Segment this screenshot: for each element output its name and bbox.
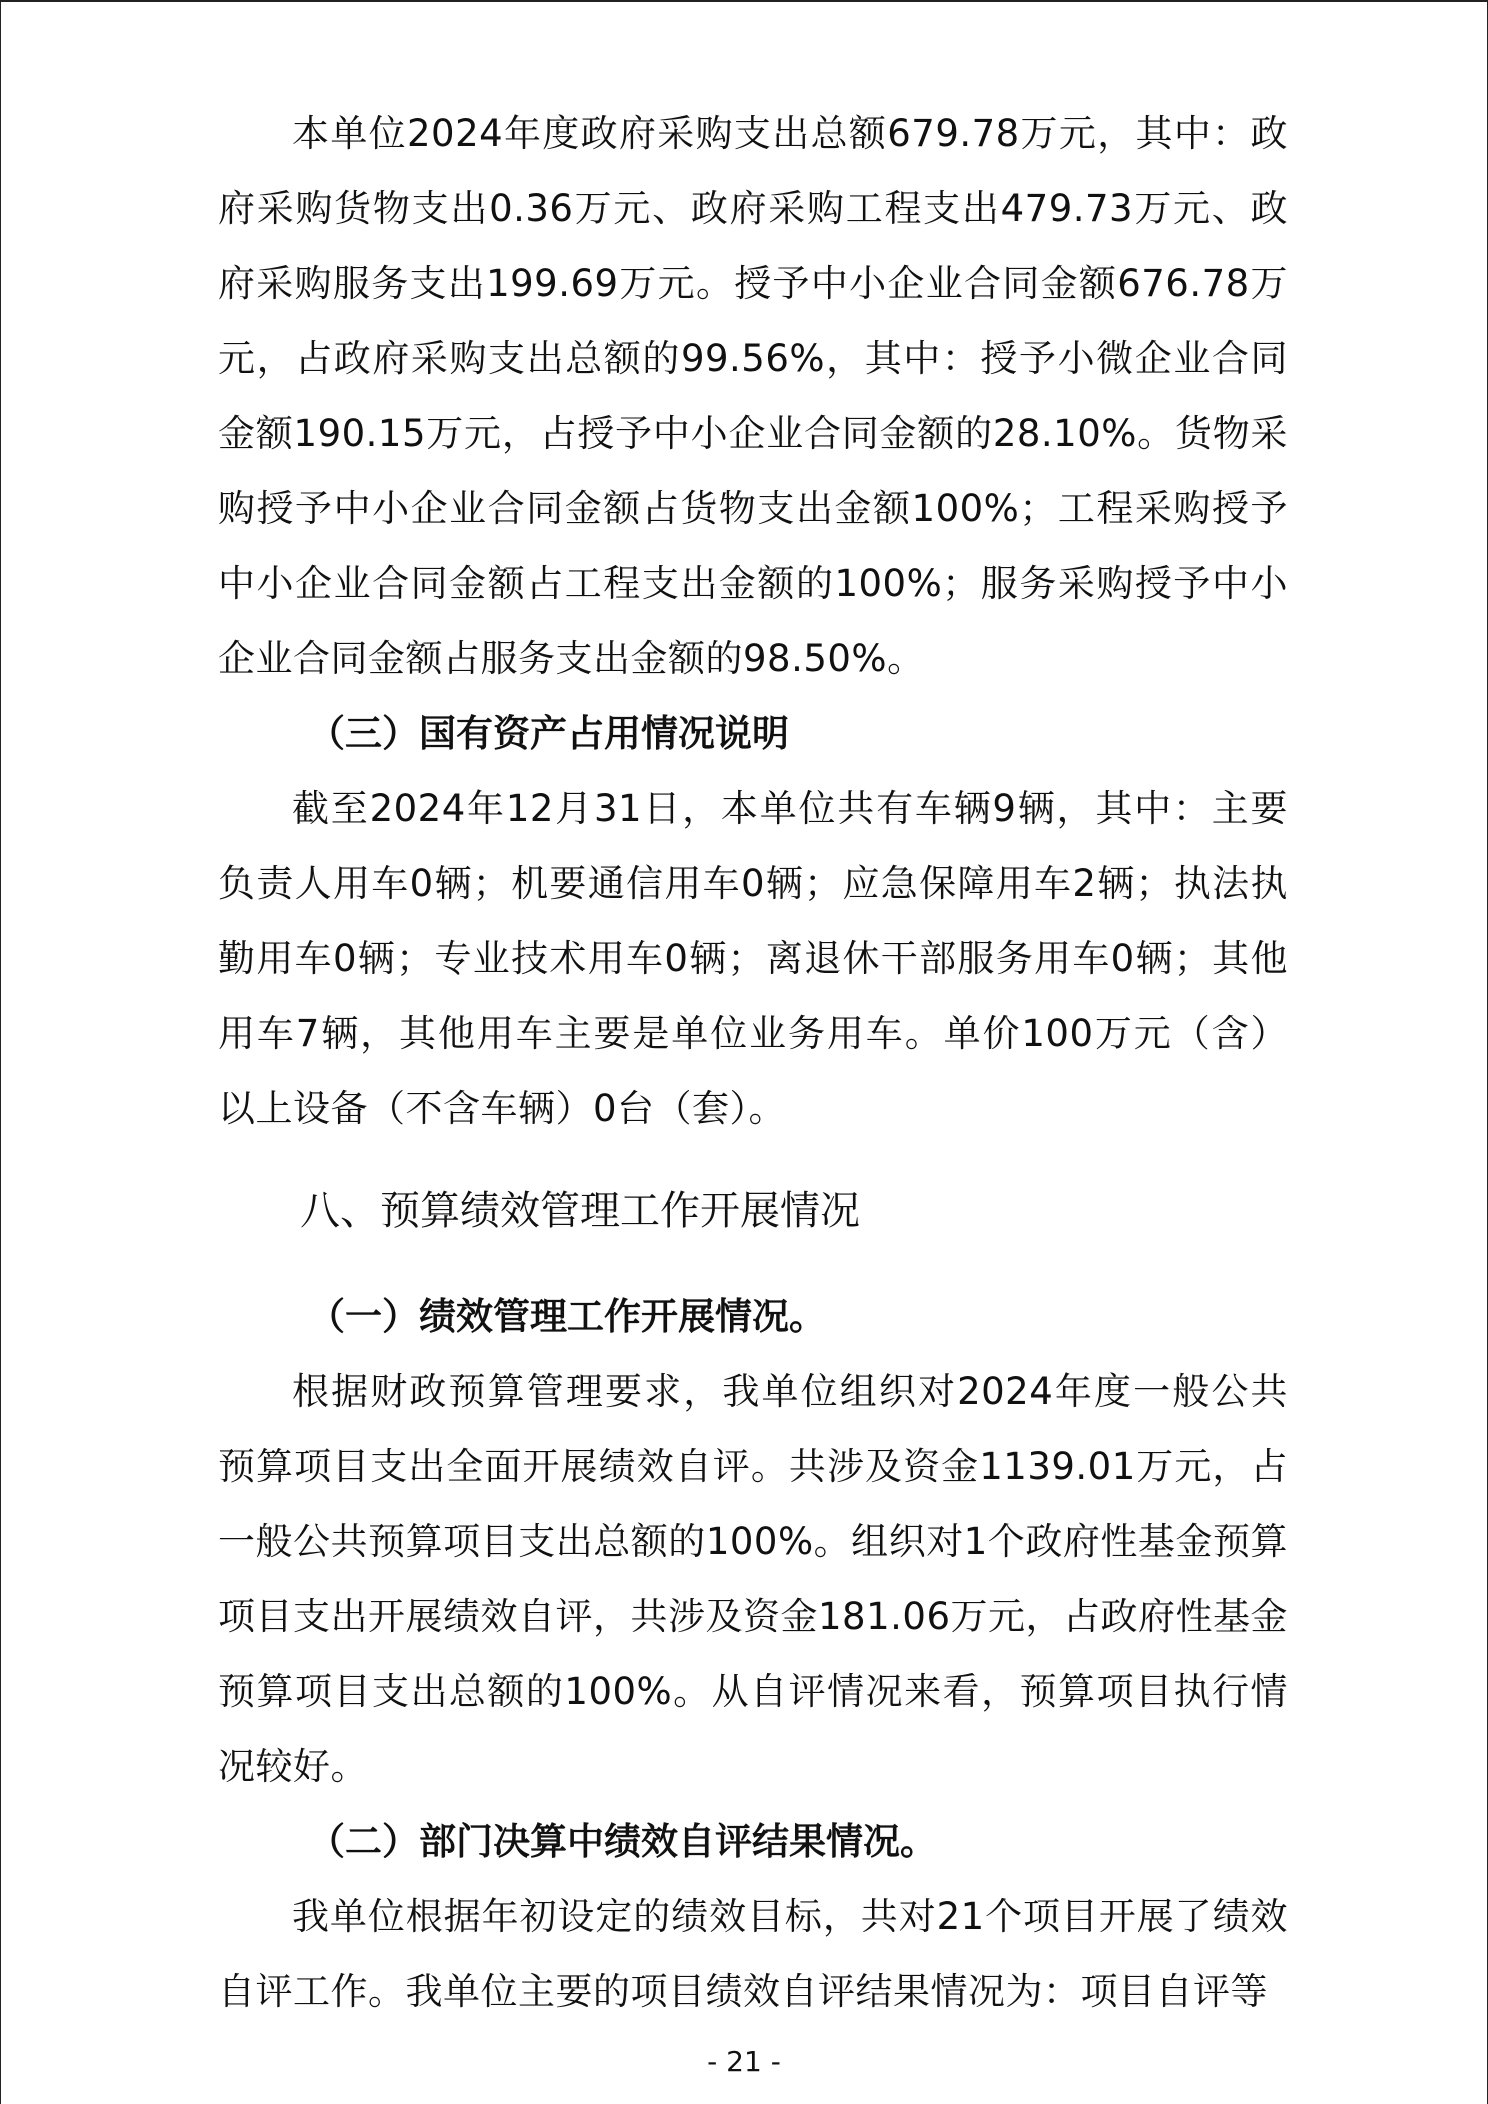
heading-state-assets: （三）国有资产占用情况说明 [308, 712, 789, 755]
paragraph-self-evaluation: 我单位根据年初设定的绩效目标，共对21个项目开展了绩效自评工作。我单位主要的项目绩效自评结果情况为：项目自评等 [218, 1895, 1288, 2013]
page-number: - 21 - [707, 2045, 781, 2078]
paragraph-procurement: 本单位2024年度政府采购支出总额679.78万元，其中：政府采购货物支出0.36万元、政府采购工程支出479.73万元、政府采购服务支出199.69万元。授予中小企业合同金额676.78万元，占政府采购支出总额的99.56%，其中：授予小微企业合同金额190.15万元，占授予中小企业合同金额的28.10%。货物采购授予中小企业合同金额占货物支出金额100%；工程采购授予中小企业合同金额占工程支出金额的100%；服务采购授予中小企业合同金额占服务支出金额的98.50%。 [218, 112, 1288, 680]
document-body [218, 96, 1288, 2029]
spacer [218, 1146, 1288, 1174]
paragraph-performance-management: 根据财政预算管理要求，我单位组织对2024年度一般公共预算项目支出全面开展绩效自评。共涉及资金1139.01万元，占一般公共预算项目支出总额的100%。组织对1个政府性基金预算项目支出开展绩效自评，共涉及资金181.06万元，占政府性基金预算项目支出总额的100%。从自评情况来看，预算项目执行情况较好。 [218, 1370, 1288, 1788]
heading-self-evaluation: （二）部门决算中绩效自评结果情况。 [308, 1820, 937, 1863]
spacer [218, 1249, 1288, 1279]
heading-performance-management: （一）绩效管理工作开展情况。 [308, 1295, 826, 1338]
paragraph-state-assets: 截至2024年12月31日，本单位共有车辆9辆，其中：主要负责人用车0辆；机要通信用车0辆；应急保障用车2辆；执法执勤用车0辆；专业技术用车0辆；离退休干部服务用车0辆；其他用车7辆，其他用车主要是单位业务用车。单价100万元（含）以上设备（不含车辆）0台（套）。 [218, 787, 1288, 1130]
section-eight-title: 八、预算绩效管理工作开展情况 [300, 1188, 860, 1234]
